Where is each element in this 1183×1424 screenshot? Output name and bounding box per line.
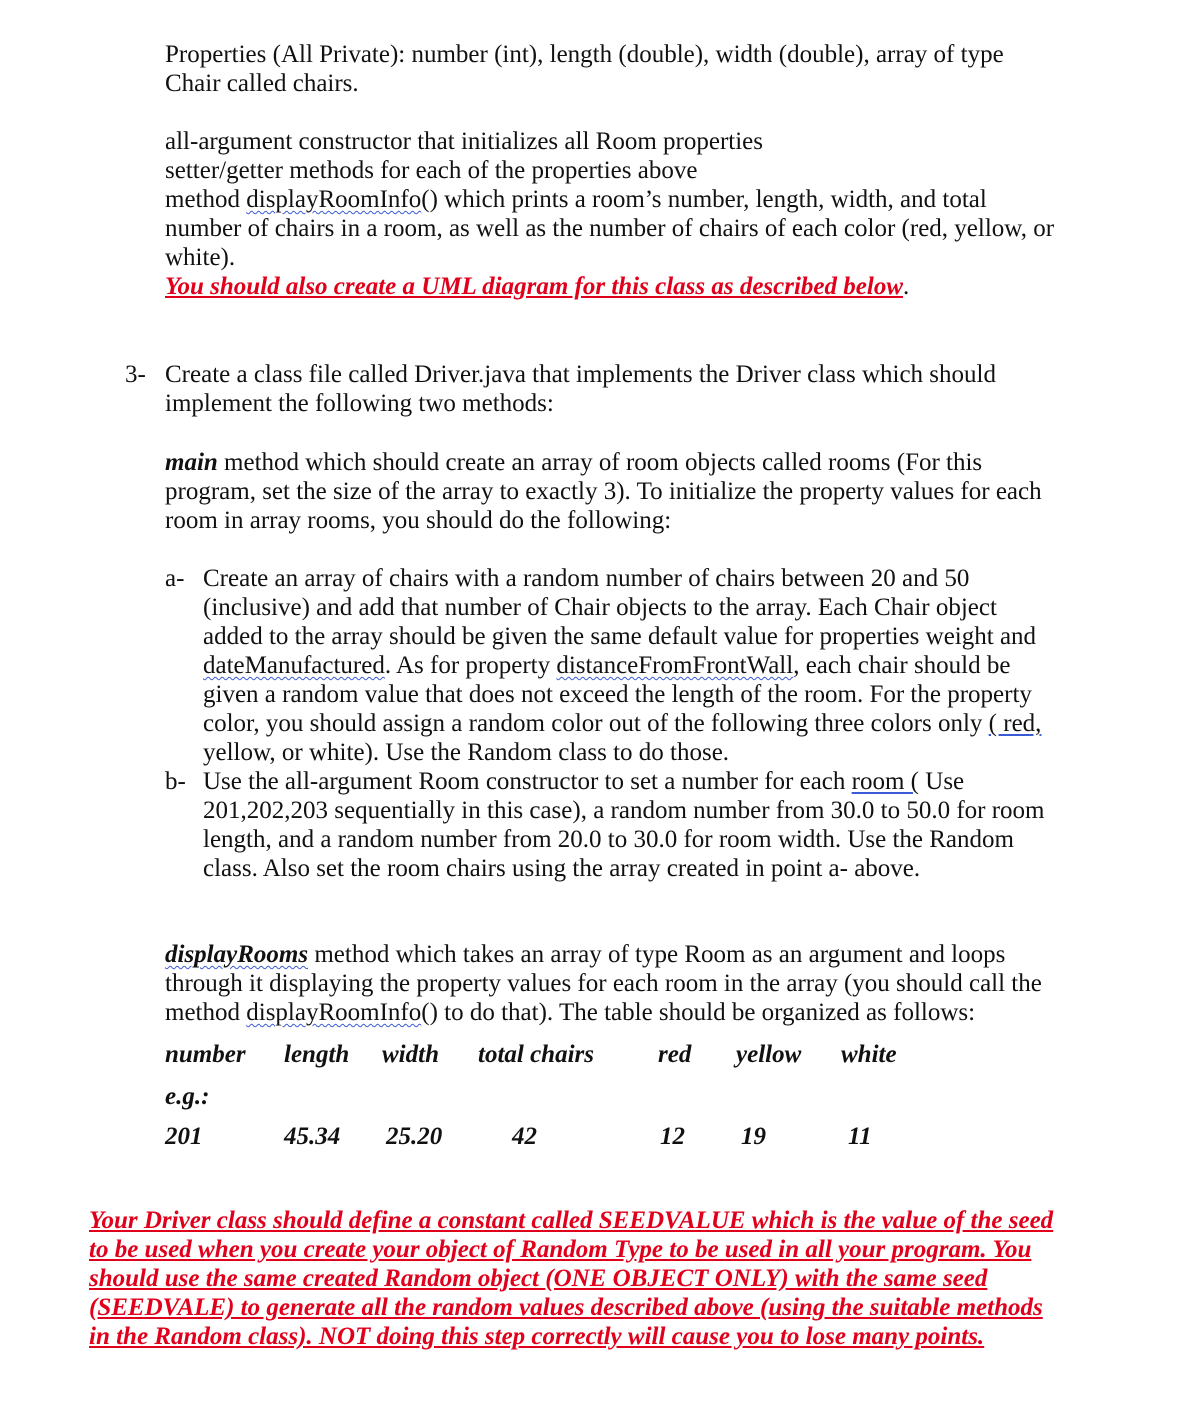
seed-note-line-4: (SEEDVALE) to generate all the random values described above (using the suitable methods [89,1294,1043,1321]
display-rooms-word: displayRooms [165,941,309,968]
display-line-1-rest: method which takes an array of type Room as an argument and loops [308,941,1006,968]
item-a-line-4-mid: . As for property [384,652,557,679]
item-b-line-3: length, and a random number from 20.0 to 30.0 for room width. Use the Random [203,826,1014,853]
item-a-line-3: added to the array should be given the same default value for properties weight and [203,623,1037,650]
header-red: red [658,1041,692,1068]
display-line-3-end: () to do that). The table should be organized as follows: [421,999,976,1026]
header-white: white [841,1041,897,1068]
main-line-3: room in array rooms, you should do the following: [165,507,672,534]
seed-value-note [89,1206,1053,1351]
header-total-chairs: total chairs [478,1041,594,1068]
main-method-text [165,448,1042,535]
main-line-1-rest: method which should create an array of room objects called rooms (For this [217,449,983,476]
uml-note: You should also create a UML diagram for this class as described below [165,273,903,300]
section-3-line-1: Create a class file called Driver.java that implements the Driver class which should [165,361,996,388]
example-yellow: 19 [741,1123,766,1150]
example-label: e.g.: [165,1083,210,1110]
example-width: 25.20 [386,1123,443,1150]
item-b-line-2: 201,202,203 sequentially in this case), a random number from 30.0 to 50.0 for room [203,797,1045,824]
main-word: main [165,449,218,476]
seed-note-line-5: in the Random class). NOT doing this step correctly will cause you to lose many points. [89,1323,985,1350]
room-methods-text [165,127,1054,301]
properties-line-2: Chair called chairs. [165,70,359,97]
section-3-number: 3- [125,361,146,388]
item-a-line-4-end: , each chair should be [793,652,1011,679]
header-number: number [165,1041,246,1068]
item-a-label: a- [165,565,185,592]
method-prefix: method [165,186,247,213]
method-line-1-rest: () which prints a room’s number, length, width, and total [421,186,987,213]
item-a-text [203,564,1041,767]
item-a-line-2: (inclusive) and add that number of Chair objects to the array. Each Chair object [203,594,997,621]
item-b-line-1-start: Use the all-argument Room constructor to set a number for each [203,768,852,795]
example-total-chairs: 42 [512,1123,537,1150]
header-width: width [382,1041,439,1068]
seed-note-line-2: to be used when you create your object of Random Type to be used in all your program. You [89,1236,1032,1263]
properties-text [165,40,1004,98]
method-line-2: number of chairs in a room, as well as the number of chairs of each color (red, yellow, or [165,215,1055,242]
date-manufactured-word: dateManufactured [203,652,385,679]
section-3-line-2: implement the following two methods: [165,390,554,417]
display-rooms-text [165,940,1042,1027]
header-yellow: yellow [736,1041,802,1068]
item-a-line-6-end: ( red, [988,710,1042,737]
header-length: length [284,1041,350,1068]
display-room-info-word: displayRoomInfo [246,186,422,213]
item-b-text [203,767,1045,883]
distance-from-front-wall-word: distanceFromFrontWall [556,652,794,679]
item-a-line-1: Create an array of chairs with a random number of chairs between 20 and 50 [203,565,970,592]
setters-line: setter/getter methods for each of the properties above [165,157,698,184]
item-a-line-6-start: color, you should assign a random color out of the following three colors only [203,710,989,737]
properties-line-1: Properties (All Private): number (int), length (double), width (double), array of type [165,41,1004,68]
example-white: 11 [848,1123,872,1150]
example-length: 45.34 [284,1123,341,1150]
item-b-line-4: class. Also set the room chairs using the array created in point a- above. [203,855,921,882]
item-a-line-7: yellow, or white). Use the Random class to do those. [203,739,730,766]
display-room-info-word-2: displayRoomInfo [246,999,422,1026]
item-b-line-1-end: Use [919,768,965,795]
uml-period: . [903,273,910,300]
example-number: 201 [165,1123,203,1150]
seed-note-line-3: should use the same created Random object (ONE OBJECT ONLY) with the same seed [89,1265,988,1292]
display-line-2: through it displaying the property values for each room in the array (you should call the [165,970,1042,997]
item-b-line-1-underlined: room ( [851,768,920,795]
method-line-3: white). [165,244,236,271]
seed-note-line-1: Your Driver class should define a constant called SEEDVALUE which is the value of the seed [89,1207,1054,1234]
section-3-intro [165,360,996,418]
item-a-line-5: given a random value that does not exceed the length of the room. For the property [203,681,1032,708]
display-line-3-prefix: method [165,999,247,1026]
main-line-2: program, set the size of the array to exactly 3). To initialize the property values for each [165,478,1042,505]
constructor-line: all-argument constructor that initializes all Room properties [165,128,763,155]
item-b-label: b- [165,768,186,795]
example-red: 12 [660,1123,685,1150]
